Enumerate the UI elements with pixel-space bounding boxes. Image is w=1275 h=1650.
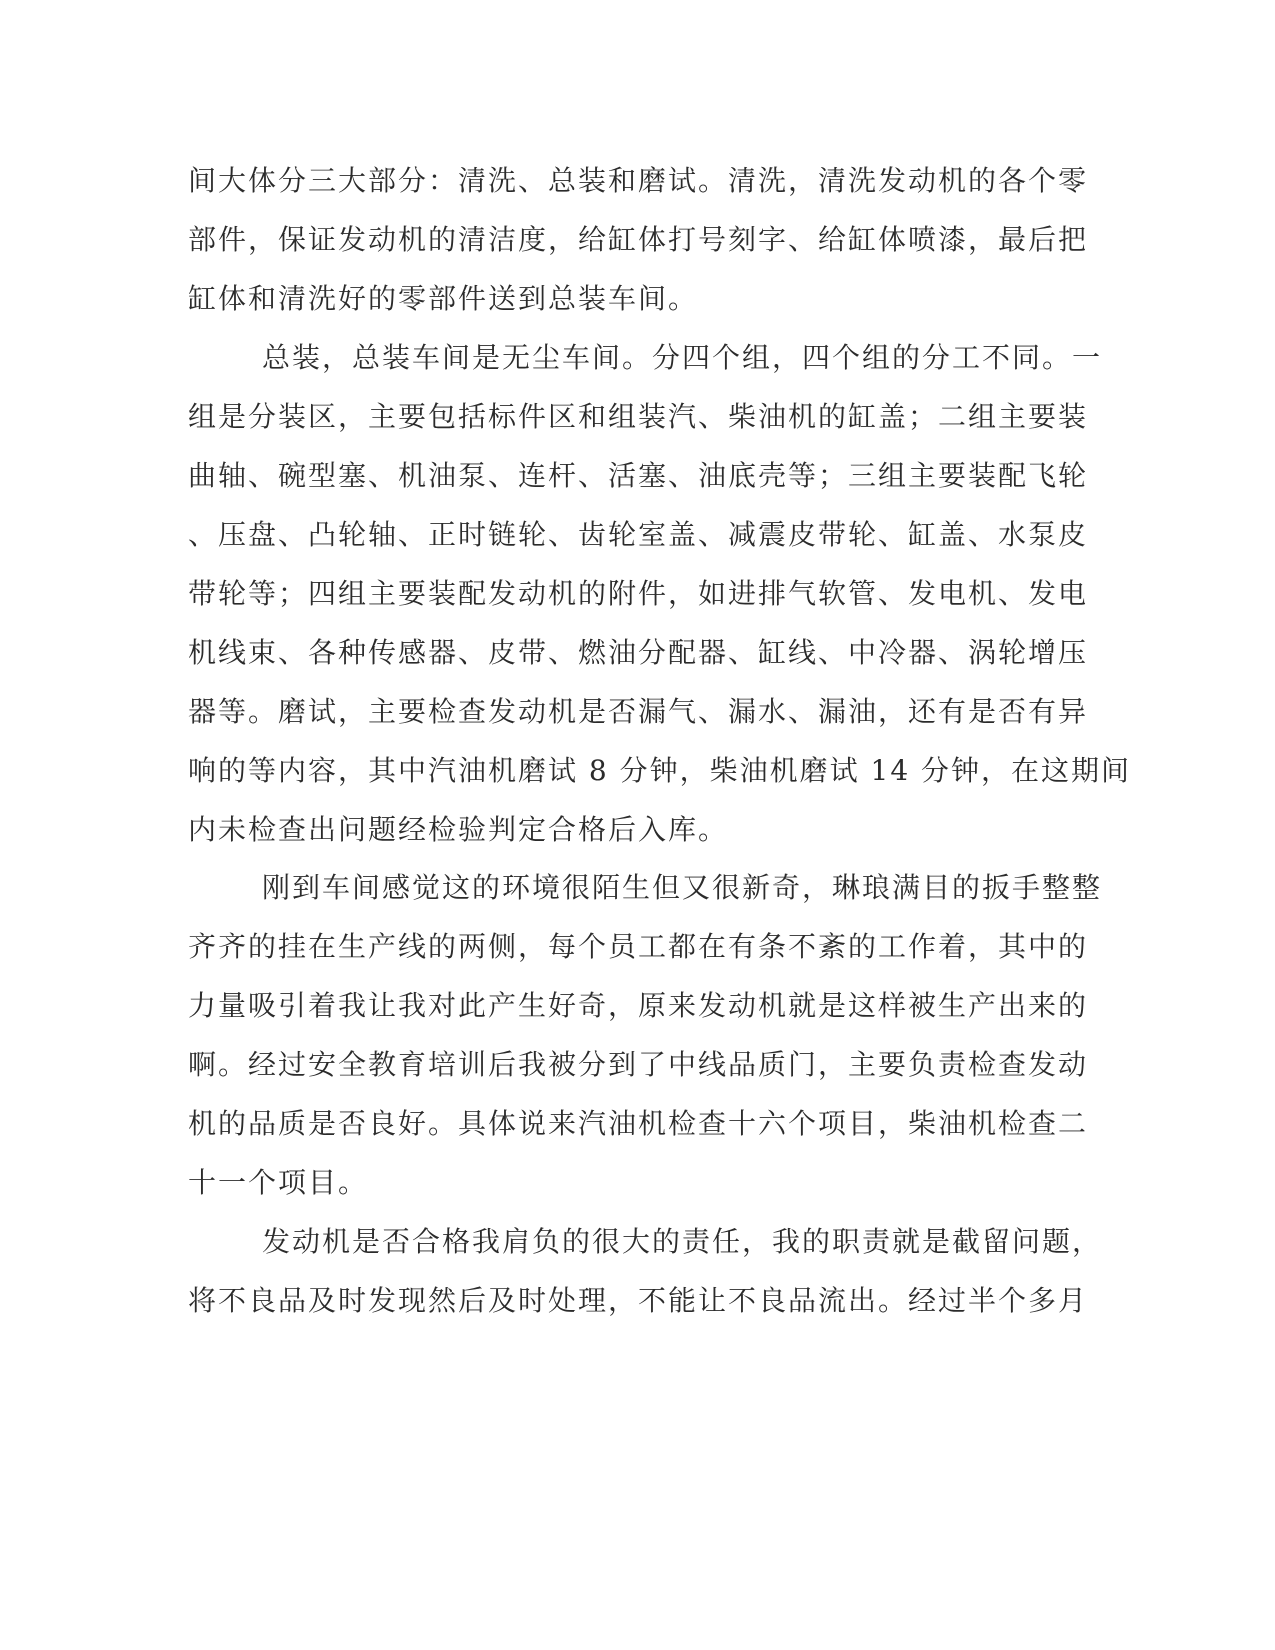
paragraph-start-line: 总装，总装车间是无尘车间。分四个组，四个组的分工不同。一 — [262, 341, 1103, 374]
text-line: 啊。经过安全教育培训后我被分到了中线品质门，主要负责检查发动 — [188, 1048, 1089, 1081]
text-line: 曲轴、碗型塞、机油泵、连杆、活塞、油底壳等；三组主要装配飞轮 — [188, 459, 1089, 492]
paragraph-start-line: 发动机是否合格我肩负的很大的责任，我的职责就是截留问题， — [262, 1225, 1103, 1258]
text-line: 组是分装区，主要包括标件区和组装汽、柴油机的缸盖；二组主要装 — [188, 400, 1089, 433]
text-line: 齐齐的挂在生产线的两侧，每个员工都在有条不紊的工作着，其中的 — [188, 930, 1089, 963]
paragraph-start-line: 刚到车间感觉这的环境很陌生但又很新奇，琳琅满目的扳手整整 — [262, 871, 1103, 904]
text-line: 、压盘、凸轮轴、正时链轮、齿轮室盖、减震皮带轮、缸盖、水泵皮 — [188, 518, 1089, 551]
text-line: 将不良品及时发现然后及时处理，不能让不良品流出。经过半个多月 — [188, 1284, 1089, 1317]
text-line: 力量吸引着我让我对此产生好奇，原来发动机就是这样被生产出来的 — [188, 989, 1089, 1022]
text-line: 缸体和清洗好的零部件送到总装车间。 — [188, 282, 699, 315]
text-line: 部件，保证发动机的清洁度，给缸体打号刻字、给缸体喷漆，最后把 — [188, 223, 1089, 256]
text-line: 间大体分三大部分：清洗、总装和磨试。清洗，清洗发动机的各个零 — [188, 164, 1089, 197]
text-line: 带轮等；四组主要装配发动机的附件，如进排气软管、发电机、发电 — [188, 577, 1089, 610]
text-line: 内未检查出问题经检验判定合格后入库。 — [188, 813, 729, 846]
text-line: 机线束、各种传感器、皮带、燃油分配器、缸线、中冷器、涡轮增压 — [188, 636, 1089, 669]
text-line: 器等。磨试，主要检查发动机是否漏气、漏水、漏油，还有是否有异 — [188, 695, 1089, 728]
text-line: 响的等内容，其中汽油机磨试 8 分钟，柴油机磨试 14 分钟，在这期间 — [188, 754, 1132, 787]
text-line: 机的品质是否良好。具体说来汽油机检查十六个项目，柴油机检查二 — [188, 1107, 1089, 1140]
text-line: 十一个项目。 — [188, 1166, 369, 1199]
